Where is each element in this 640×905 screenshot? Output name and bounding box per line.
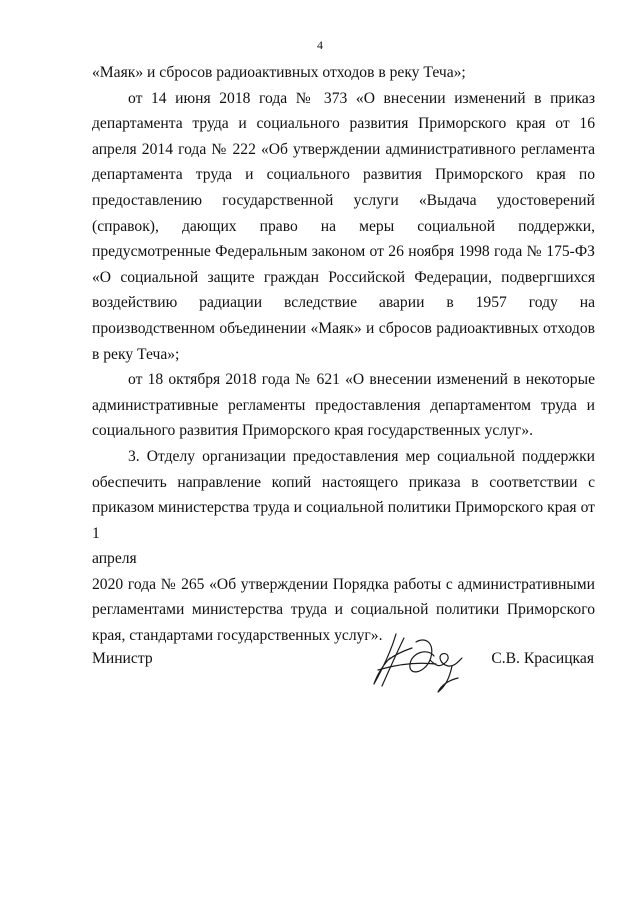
paragraph-item-3: 3. Отделу организации предоставления мер социальной поддержки обеспечить направление копий настоящего приказа в соответствии с приказом министерства труда и социальной политики Приморского края от 1	[92, 447, 595, 542]
paragraph-order-265: 2020 года № 265 «Об утверждении Порядка работы с административными регламентами министерства труда и социальной политики Приморского края, стандартами государственных услуг».	[92, 575, 595, 645]
signatory-name: С.В. Красицкая	[491, 650, 594, 667]
paragraph-order-373: от 14 июня 2018 года № 373 «О внесении изменений в приказ департамента труда и социального развития Приморского края от 16 апреля 2014 года № 222 «Об утверждении административного регламента департамента труда и социального развития Приморского края по предоставлению государственной услуги «Выдача удостоверений (справок), дающих право на меры социальной поддержки, предусмотренные Федеральным законом от 26 ноября 1998 года № 175-ФЗ «О социальной защите граждан Российской Федерации, подвергшихся воздействию радиации вследствие аварии в 1957 году на производственном объединении «Маяк» и сбросов радиоактивных отходов в реку Теча»;	[92, 89, 595, 363]
paragraph-order-621: от 18 октября 2018 года № 621 «О внесении изменений в некоторые административные регламенты предоставления департаментом труда и социального развития Приморского края государственных услуг».	[92, 371, 595, 440]
paragraph-mayak-continuation: «Маяк» и сбросов радиоактивных отходов в реку Теча»;	[92, 64, 466, 81]
document-body	[92, 60, 595, 649]
page-number: 4	[317, 38, 323, 52]
paragraph-april: апреля	[92, 550, 137, 568]
signatory-title: Министр	[92, 650, 153, 667]
handwritten-signature	[368, 624, 468, 696]
